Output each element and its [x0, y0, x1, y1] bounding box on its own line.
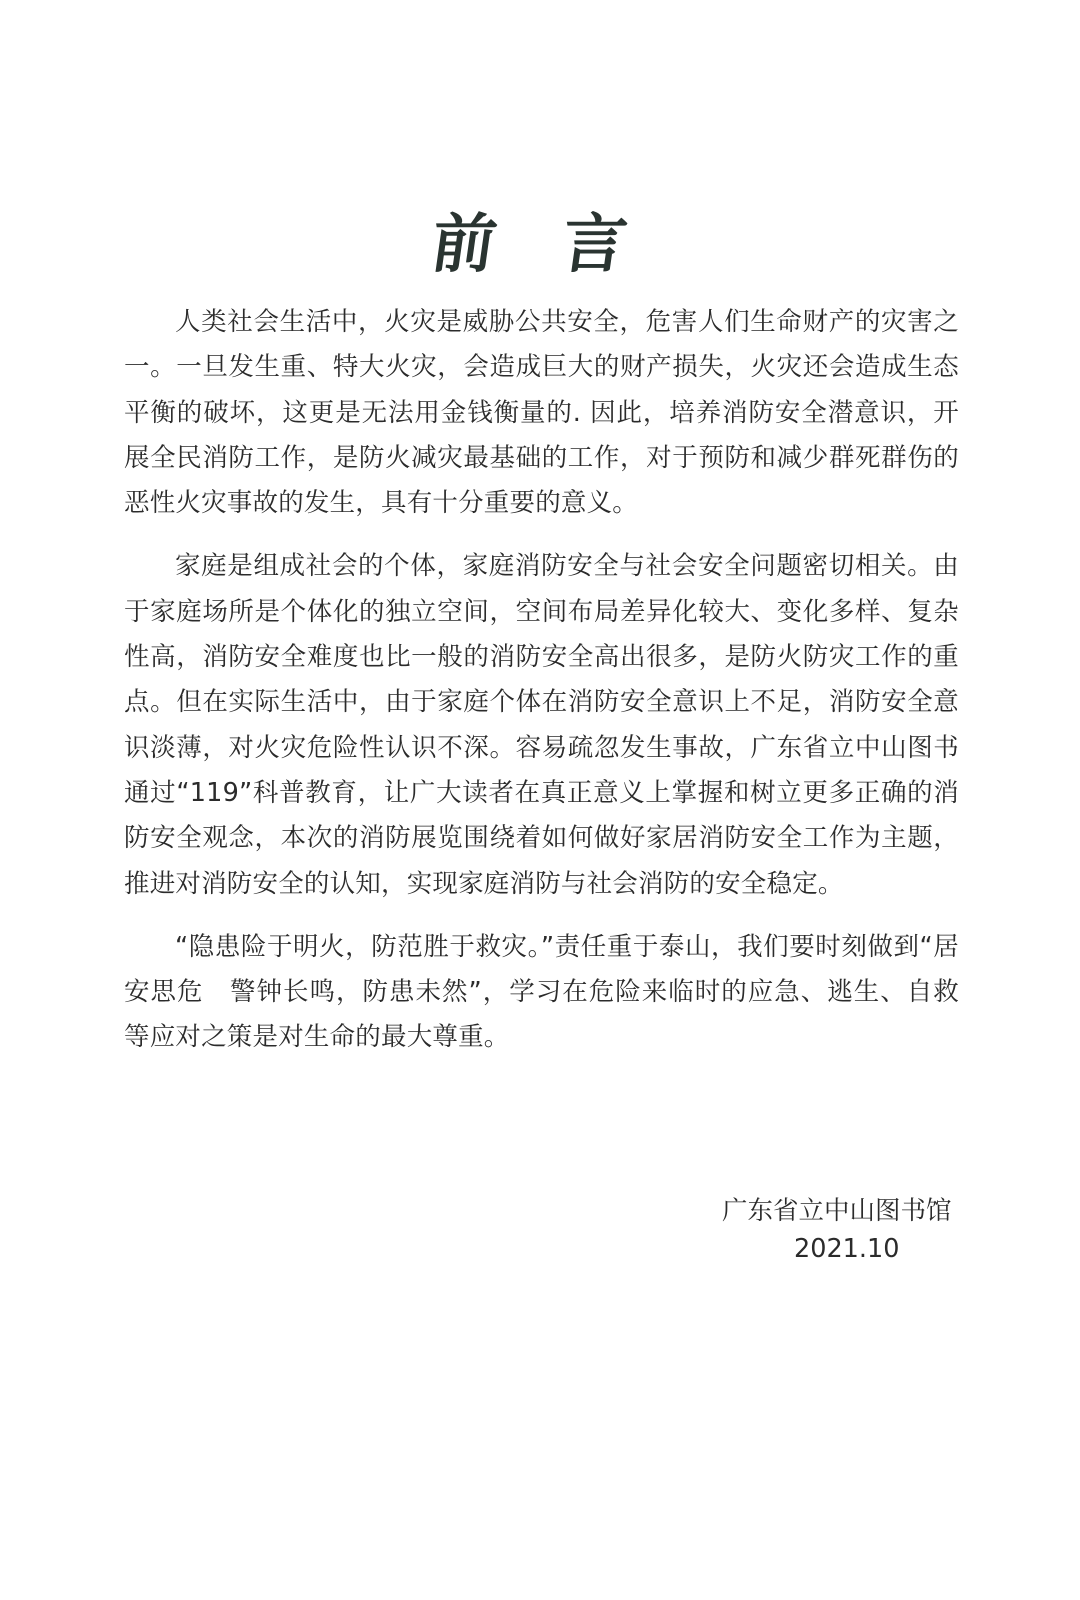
signature-date: 2021.10: [794, 1234, 900, 1264]
document-body: [124, 300, 959, 1079]
page-title: 前 言: [426, 208, 654, 282]
signature-block: [680, 1192, 960, 1268]
signature-organization: 广东省立中山图书馆: [722, 1196, 952, 1226]
paragraph-2: 家庭是组成社会的个体，家庭消防安全与社会安全问题密切相关。由于家庭场所是个体化的独立空间，空间布局差异化较大、变化多样、复杂性高，消防安全难度也比一般的消防安全高出很多，是防火防灾工作的重点。但在实际生活中，由于家庭个体在消防安全意识上不足，消防安全意识淡薄，对火灾危险性认识不深。容易疏忽发生事故，广东省立中山图书通过“119”科普教育，让广大读者在真正意义上掌握和树立更多正确的消防安全观念，本次的消防展览围绕着如何做好家居消防安全工作为主题，推进对消防安全的认知，实现家庭消防与社会消防的安全稳定。: [124, 551, 959, 899]
paragraph-1: 人类社会生活中，火灾是威胁公共安全，危害人们生命财产的灾害之一。一旦发生重、特大火灾，会造成巨大的财产损失，火灾还会造成生态平衡的破坏，这更是无法用金钱衡量的. 因此，培养消防安全潜意识，开展全民消防工作，是防火减灾最基础的工作，对于预防和减少群死群伤的恶性火灾事故的发生，具有十分重要的意义。: [124, 307, 959, 519]
paragraph-3: “隐患险于明火，防范胜于救灾。”责任重于泰山，我们要时刻做到“居安思危 警钟长鸣，防患未然”，学习在危险来临时的应急、逃生、自救等应对之策是对生命的最大尊重。: [124, 931, 959, 1053]
